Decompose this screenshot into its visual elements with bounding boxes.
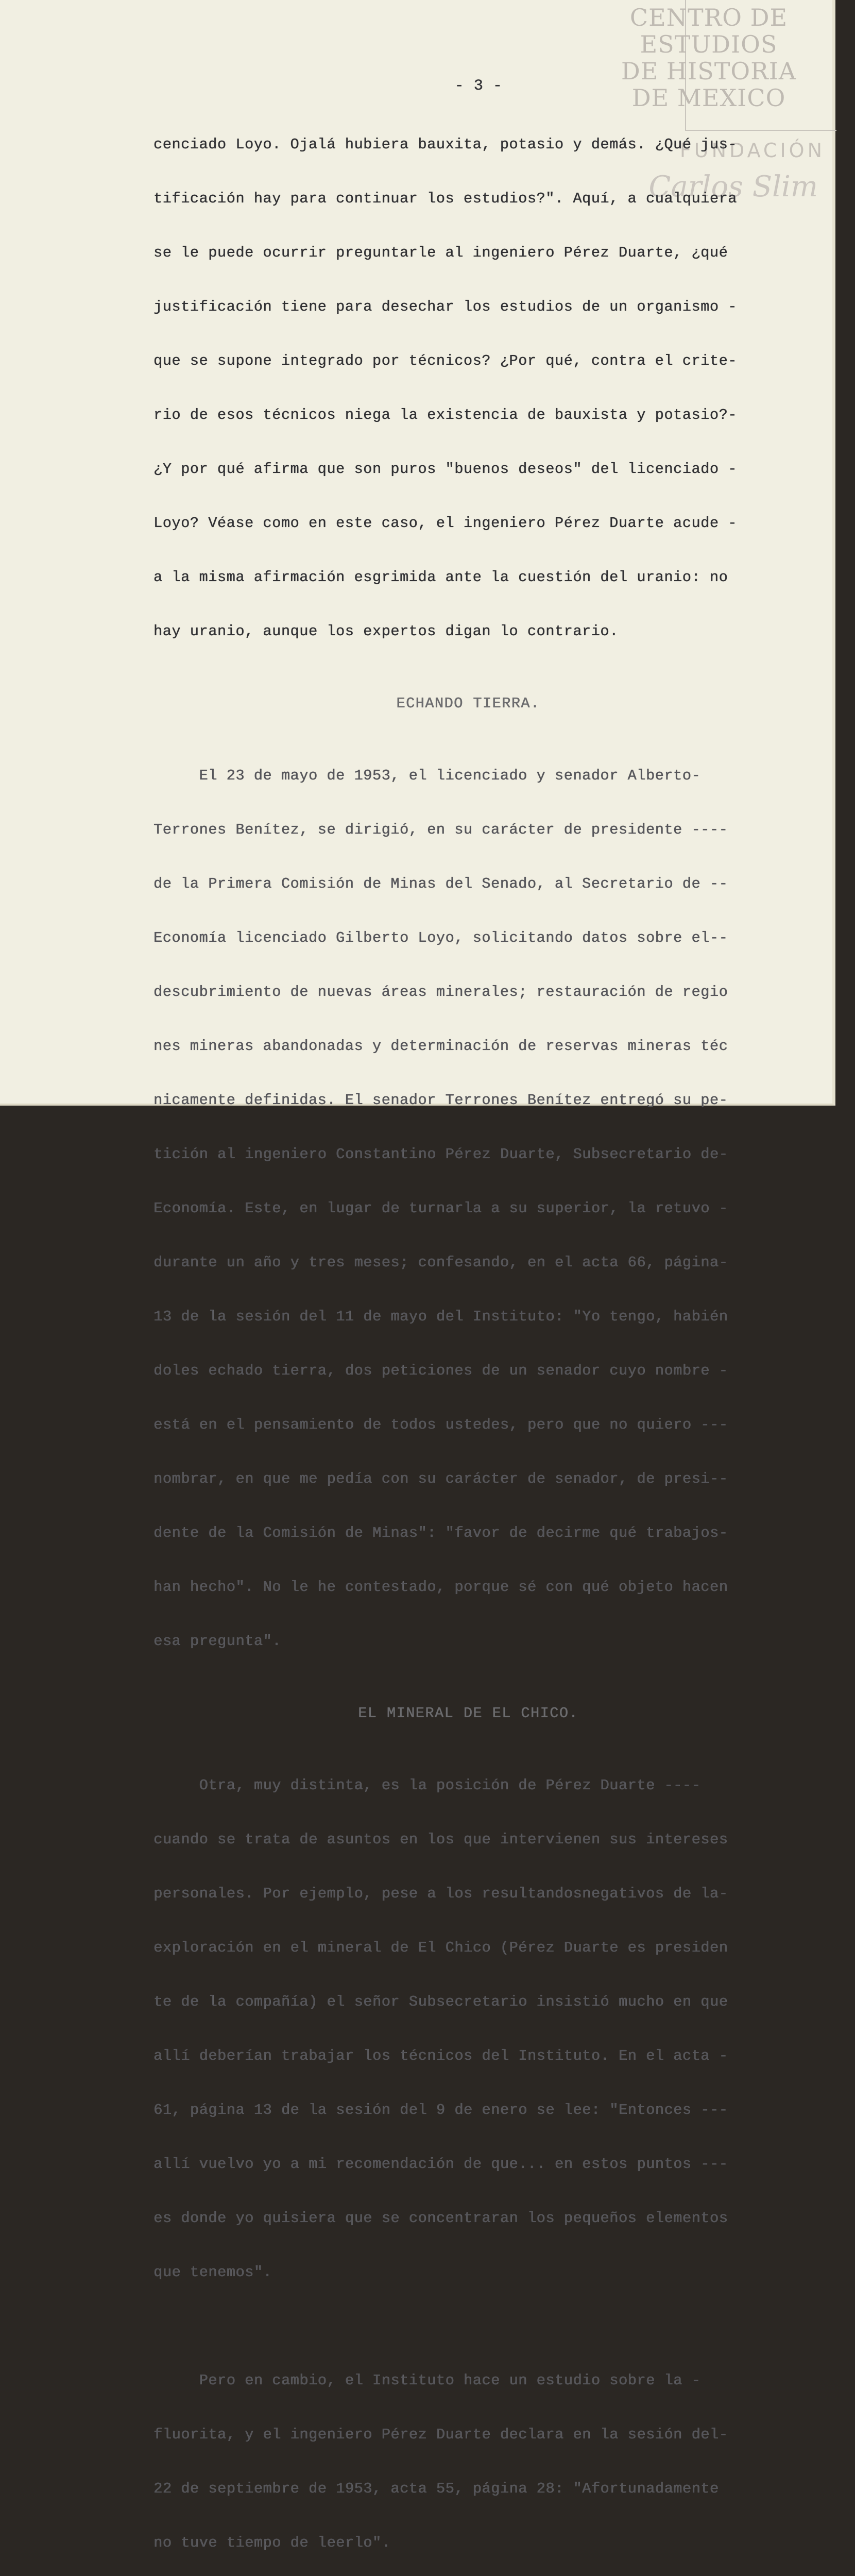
text-line: 61, página 13 de la sesión del 9 de enero se lee: "Entonces --- — [153, 2102, 728, 2119]
text-line: rio de esos técnicos niega la existencia de bauxista y potasio?- — [153, 406, 737, 423]
text-line: Economía licenciado Gilberto Loyo, solicitando datos sobre el-- — [153, 929, 728, 946]
text-line: se le puede ocurrir preguntarle al ingeniero Pérez Duarte, ¿qué — [153, 244, 728, 261]
watermark-line: DE MEXICO — [631, 84, 786, 112]
text-line: han hecho". No le he contestado, porque sé con qué objeto hacen — [153, 1579, 728, 1596]
text-line: de la Primera Comisión de Minas del Senado, al Secretario de -- — [153, 875, 728, 892]
text-line: Otra, muy distinta, es la posición de Pérez Duarte ---- — [153, 1777, 701, 1794]
text-line: Terrones Benítez, se dirigió, en su carácter de presidente ---- — [153, 821, 728, 838]
text-line: allí deberían trabajar los técnicos del Instituto. En el acta - — [153, 2047, 728, 2064]
watermark-foundation: FUNDACIÓN — [679, 139, 825, 162]
text-line: a la misma afirmación esgrimida ante la cuestión del uranio: no — [153, 569, 728, 586]
paragraph-3 — [153, 1740, 783, 2317]
text-line: Pero en cambio, el Instituto hace un estudio sobre la - — [153, 2372, 701, 2389]
text-line: está en el pensamiento de todos ustedes, pero que no quiero --- — [153, 1416, 728, 1433]
paragraph-1 — [153, 99, 783, 676]
watermark-line: DE HISTORIA — [621, 57, 797, 85]
text-line: nicamente definidas. El senador Terrones Benítez entregó su pe- — [153, 1092, 728, 1109]
text-line: te de la compañía) el señor Subsecretario insistió mucho en que — [153, 1993, 728, 2010]
text-line: doles echado tierra, dos peticiones de un senador cuyo nombre - — [153, 1362, 728, 1379]
section-heading-echando-tierra: ECHANDO TIERRA. — [396, 695, 540, 712]
paragraph-4 — [153, 2335, 783, 2576]
text-line: que se supone integrado por técnicos? ¿Por qué, contra el crite- — [153, 352, 737, 369]
section-heading-mineral-el-chico: EL MINERAL DE EL CHICO. — [358, 1705, 578, 1722]
text-line: personales. Por ejemplo, pese a los resultandosnegativos de la- — [153, 1885, 728, 1902]
text-line: es donde yo quisiera que se concentraran los pequeños elementos — [153, 2210, 728, 2227]
text-line: descubrimiento de nuevas áreas minerales; restauración de regio — [153, 984, 728, 1001]
text-line: nombrar, en que me pedía con su carácter de senador, de presi-- — [153, 1470, 728, 1487]
text-line: fluorita, y el ingeniero Pérez Duarte declara en la sesión del- — [153, 2426, 728, 2443]
text-line: cenciado Loyo. Ojalá hubiera bauxita, potasio y demás. ¿Qué jus- — [153, 136, 737, 153]
text-line: nes mineras abandonadas y determinación de reservas mineras téc — [153, 1038, 728, 1055]
text-line: Loyo? Véase como en este caso, el ingeniero Pérez Duarte acude - — [153, 515, 737, 532]
watermark-line: ESTUDIOS — [640, 30, 778, 58]
text-line: Economía. Este, en lugar de turnarla a su superior, la retuvo - — [153, 1200, 728, 1217]
text-line: durante un año y tres meses; confesando, en el acta 66, página- — [153, 1254, 728, 1271]
text-line: que tenemos". — [153, 2264, 272, 2281]
text-line: tición al ingeniero Constantino Pérez Duarte, Subsecretario de- — [153, 1146, 728, 1163]
watermark-signature: Carlos Slim — [648, 170, 818, 204]
typed-text-body — [153, 77, 783, 2576]
text-line: esa pregunta". — [153, 1633, 281, 1650]
text-line: 13 de la sesión del 11 de mayo del Instituto: "Yo tengo, habién — [153, 1308, 728, 1325]
page-number: - 3 - — [454, 77, 503, 95]
text-line: exploración en el mineral de El Chico (Pérez Duarte es presiden — [153, 1939, 728, 1956]
text-line: dente de la Comisión de Minas": "favor de decirme qué trabajos- — [153, 1524, 728, 1541]
text-line: no tuve tiempo de leerlo". — [153, 2534, 391, 2551]
paragraph-2 — [153, 731, 783, 1686]
text-line: justificación tiene para desechar los estudios de un organismo - — [153, 298, 737, 315]
text-line: tificación hay para continuar los estudios?". Aquí, a cualquiera — [153, 190, 737, 207]
text-line: 22 de septiembre de 1953, acta 55, página 28: "Afortunadamente — [153, 2480, 719, 2497]
text-line: ¿Y por qué afirma que son puros "buenos deseos" del licenciado - — [153, 461, 737, 478]
text-line: cuando se trata de asuntos en los que intervienen sus intereses — [153, 1831, 728, 1848]
watermark-line: CENTRO DE — [629, 4, 788, 31]
text-line: El 23 de mayo de 1953, el licenciado y senador Alberto- — [153, 767, 701, 784]
text-line: allí vuelvo yo a mi recomendación de que... en estos puntos --- — [153, 2156, 728, 2173]
text-line: hay uranio, aunque los expertos digan lo contrario. — [153, 623, 619, 640]
